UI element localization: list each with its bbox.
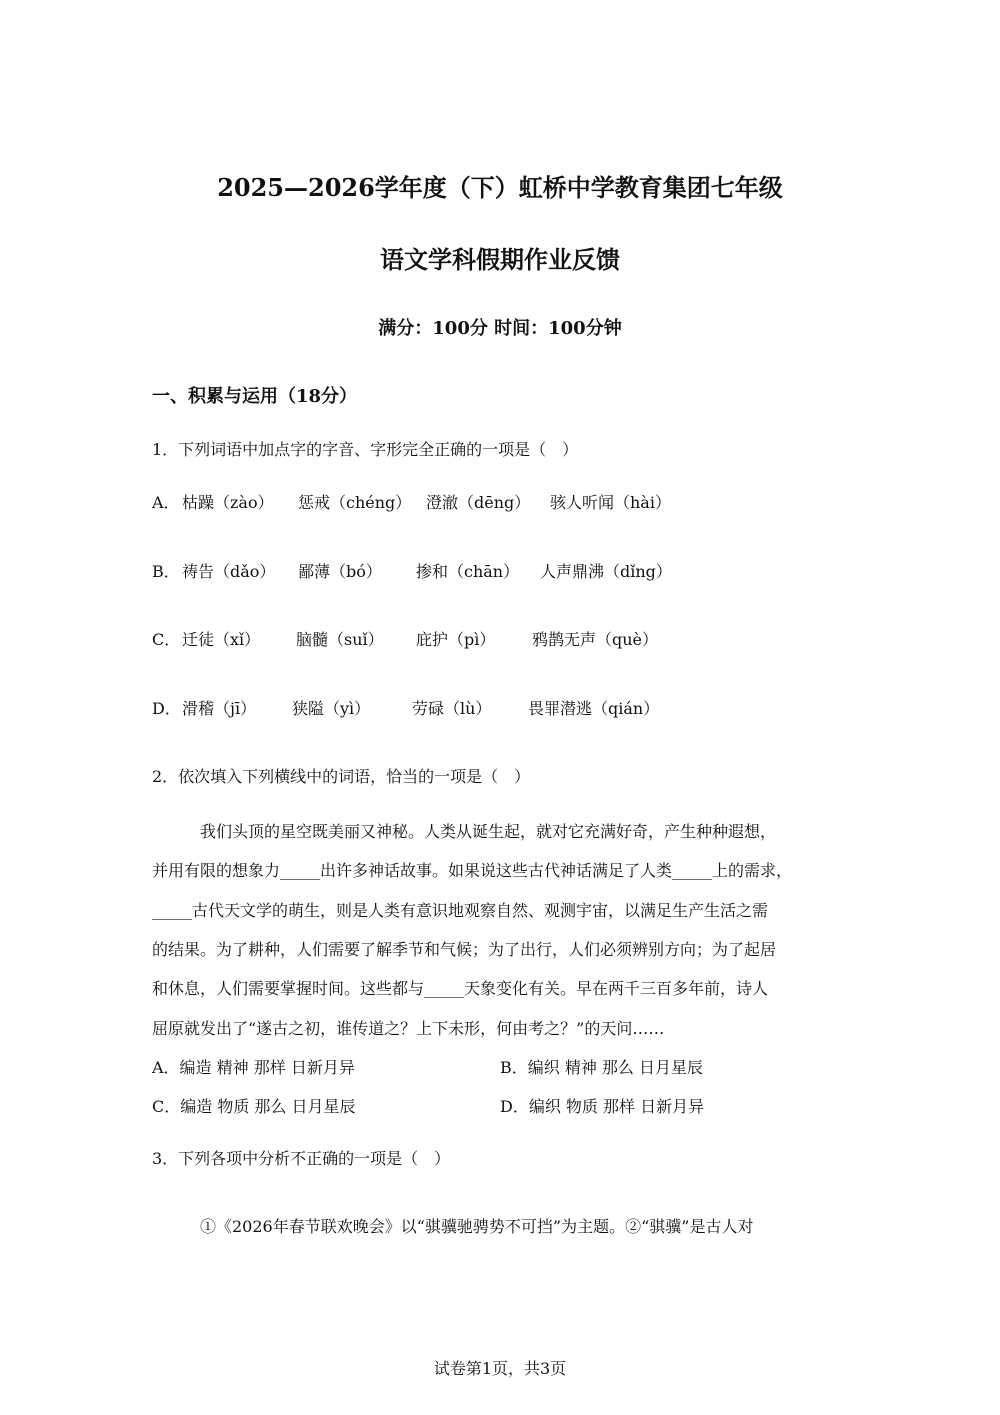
option-item: 迁徒（xǐ）	[182, 630, 261, 649]
option-label: C．	[152, 630, 181, 649]
passage-line: 屈原就发出了“遂古之初，谁传道之？上下未形，何由考之？”的天问……	[152, 1019, 665, 1038]
score-time-line: 满分：100分 时间：100分钟	[378, 318, 622, 339]
option-label: A．	[152, 493, 180, 512]
question-2-stem: 2．依次填入下列横线中的词语，恰当的一项是（ ）	[152, 767, 531, 786]
option-item: 鸦鹊无声（què）	[532, 630, 659, 649]
option-item: 枯躁（zào）	[182, 493, 274, 512]
option-item: 鄙薄（bó）	[298, 562, 382, 581]
passage-line: _____古代天文学的萌生，则是人类有意识地观察自然、观测宇宙，以满足生产生活之需	[152, 901, 769, 920]
option-item: 狭隘（yì）	[292, 699, 371, 718]
option-item: 人声鼎沸（dǐng）	[540, 562, 672, 581]
passage-line: 我们头顶的星空既美丽又神秘。人类从诞生起，就对它充满好奇，产生种种遐想，	[200, 822, 777, 841]
section-heading: 一、积累与运用（18分）	[152, 386, 358, 407]
passage-line: 并用有限的想象力_____出许多神话故事。如果说这些古代神话满足了人类_____上的需求，	[152, 861, 793, 880]
question-3-stem: 3．下列各项中分析不正确的一项是（ ）	[152, 1149, 451, 1168]
passage-line: 的结果。为了耕种，人们需要了解季节和气候；为了出行，人们必须辨别方向；为了起居	[152, 940, 777, 959]
q2-option-a: A．编造 精神 那样 日新月异	[152, 1058, 355, 1077]
option-item: 劳碌（lù）	[412, 699, 492, 718]
option-label: B．	[152, 562, 180, 581]
option-label: D．	[152, 699, 181, 718]
option-item: 惩戒（chéng）	[298, 493, 412, 512]
option-item: 掺和（chān）	[416, 562, 520, 581]
option-item: 脑髓（suǐ）	[296, 630, 384, 649]
question-1-stem: 1．下列词语中加点字的字音、字形完全正确的一项是（ ）	[152, 440, 579, 459]
option-item: 畏罪潜逃（qián）	[528, 699, 660, 718]
option-item: 庇护（pì）	[416, 630, 496, 649]
q2-option-d: D．编织 物质 那样 日新月异	[500, 1097, 705, 1116]
q2-option-b: B．编织 精神 那么 日月星辰	[500, 1058, 704, 1077]
exam-title-line2: 语文学科假期作业反馈	[380, 245, 620, 274]
passage-line: ①《2026年春节联欢晚会》以“骐骥驰骋势不可挡”为主题。②“骐骥”是古人对	[200, 1217, 754, 1236]
q2-option-c: C．编造 物质 那么 日月星辰	[152, 1097, 356, 1116]
page-footer: 试卷第1页，共3页	[433, 1359, 567, 1378]
option-item: 祷告（dǎo）	[182, 562, 276, 581]
passage-line: 和休息，人们需要掌握时间。这些都与_____天象变化有关。早在两千三百多年前，诗人	[152, 979, 769, 998]
option-item: 骇人听闻（hài）	[550, 493, 671, 512]
exam-title-line1: 2025—2026学年度（下）虹桥中学教育集团七年级	[217, 173, 783, 202]
option-item: 澄澈（dēng）	[426, 493, 531, 512]
option-item: 滑稽（jī）	[182, 699, 257, 718]
